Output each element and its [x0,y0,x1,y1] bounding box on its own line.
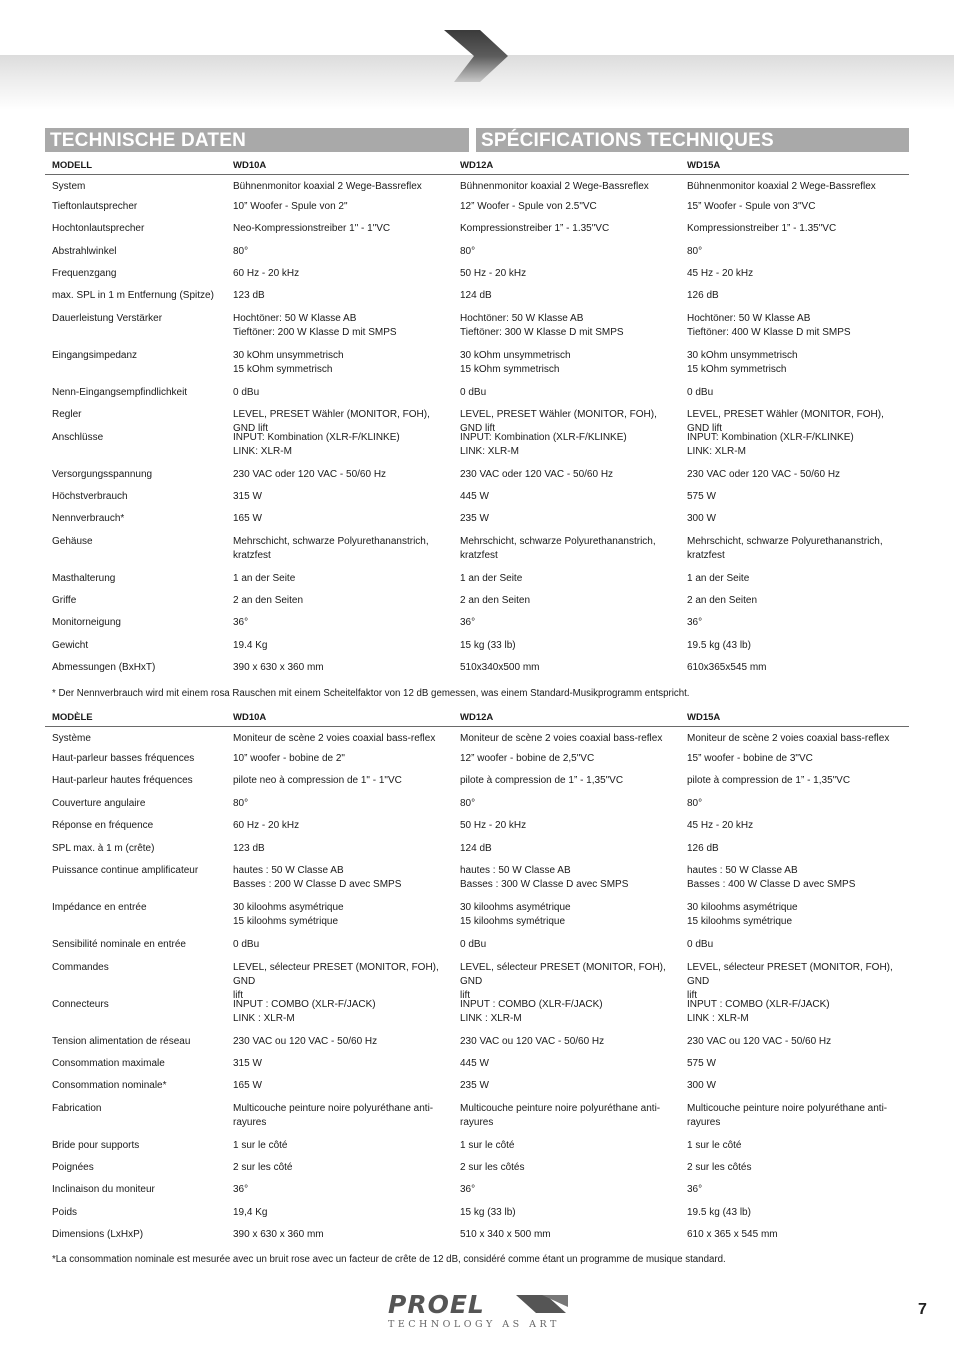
table-cell: 1 sur le côté [233,1140,288,1151]
table-cell: Kompressionstreiber 1” - 1.35"VC [460,223,610,234]
table-row [45,861,909,898]
row-label: Poids [52,1207,78,1218]
table-cell: LEVEL, PRESET Wähler (MONITOR, FOH), GND lift [687,409,884,434]
table-cell: 15 kg (33 lb) [460,640,516,651]
table-row [45,346,909,383]
table-row [45,1180,909,1203]
table-cell: INPUT : COMBO (XLR-F/JACK) LINK : XLR-M [687,999,830,1024]
table-cell: 50 Hz - 20 kHz [460,268,527,279]
table-cell: INPUT: Kombination (XLR-F/KLINKE) LINK: XLR-M [460,432,627,457]
row-label: Poignées [52,1162,94,1173]
row-label: Consommation maximale [52,1058,165,1069]
table-row [45,487,909,509]
table-cell: 2 an den Seiten [687,595,758,606]
table-cell: 80° [460,246,476,257]
table-cell: 36° [233,617,249,628]
row-label: Hochtonlautsprecher [52,223,145,234]
table-row [45,219,909,242]
table-cell: 230 VAC ou 120 VAC - 50/60 Hz [233,1036,378,1047]
section-title-specifications: SPÉCIFICATIONS TECHNIQUES [476,128,909,152]
table-cell: 10” Woofer - Spule von 2" [233,201,348,212]
table-row [45,995,909,1032]
table-cell: 19.4 Kg [233,640,268,651]
table-cell: 1 an der Seite [687,573,750,584]
table-cell: Mehrschicht, schwarze Polyurethananstrich, kratzfest [233,536,429,561]
table-cell: 390 x 630 x 360 mm [233,1229,324,1240]
table-row [45,1099,909,1136]
spec-table-french [45,709,909,1247]
row-label: Consommation nominale* [52,1080,167,1091]
table-cell: 60 Hz - 20 kHz [233,820,300,831]
table-row [45,383,909,405]
table-cell: INPUT : COMBO (XLR-F/JACK) LINK : XLR-M [460,999,603,1024]
table-cell: 30 kiloohms asymétrique 15 kiloohms symétrique [687,902,798,927]
row-label: Gehäuse [52,536,93,547]
table-cell: Hochtöner: 50 W Klasse AB Tieftöner: 300 W Klasse D mit SMPS [460,313,624,338]
row-label: Dauerleistung Verstärker [52,313,163,324]
table-cell: 230 VAC oder 120 VAC - 50/60 Hz [687,469,841,480]
table-row [45,658,909,681]
row-label: Nennverbrauch* [52,513,125,524]
table-cell: 19,4 Kg [233,1207,268,1218]
column-header: WD10A [233,159,267,171]
table-row [45,1158,909,1180]
table-cell: 165 W [233,1080,262,1091]
table-cell: 230 VAC ou 120 VAC - 50/60 Hz [687,1036,832,1047]
table-cell: Bühnenmonitor koaxial 2 Wege-Bassreflex [233,181,422,192]
logo-slash-mark [516,1293,568,1315]
row-label: Bride pour supports [52,1140,140,1151]
logo-tagline: TECHNOLOGY AS ART [388,1319,560,1330]
row-label: Système [52,733,91,744]
table-row [45,958,909,1001]
table-cell: 12” woofer - bobine de 2,5"VC [460,753,595,764]
table-row [45,1076,909,1099]
table-cell: Hochtöner: 50 W Klasse AB Tieftöner: 400 W Klasse D mit SMPS [687,313,851,338]
table-row [45,898,909,935]
table-cell: 235 W [460,513,489,524]
table-row [45,749,909,771]
table-cell: 610x365x545 mm [687,662,767,673]
table-row [45,636,909,658]
logo-wordmark: PROEL [388,1290,485,1319]
table-cell: INPUT : COMBO (XLR-F/JACK) LINK : XLR-M [233,999,376,1024]
table-cell: 36° [460,1184,476,1195]
table-cell: 30 kiloohms asymétrique 15 kiloohms symétrique [233,902,344,927]
row-label: Abstrahlwinkel [52,246,117,257]
row-label: Griffe [52,595,77,606]
table-row [45,242,909,264]
table-row [45,286,909,309]
column-header: WD10A [233,711,267,723]
section-title-technische-daten: TECHNISCHE DATEN [45,128,469,152]
row-label: Anschlüsse [52,432,104,443]
table-cell: pilote à compression de 1” - 1,35"VC [460,775,624,786]
table-cell: 45 Hz - 20 kHz [687,268,754,279]
row-label: Eingangsimpedanz [52,350,138,361]
table-header-row [45,157,909,175]
table-row [45,197,909,219]
table-cell: hautes : 50 W Classe AB Basses : 200 W Classe D avec SMPS [233,865,402,890]
table-cell: 19.5 kg (43 lb) [687,1207,751,1218]
table-cell: LEVEL, sélecteur PRESET (MONITOR, FOH), GND lift [460,962,666,1001]
table-cell: 0 dBu [233,387,260,398]
table-cell: Bühnenmonitor koaxial 2 Wege-Bassreflex [460,181,649,192]
table-cell: 30 kOhm unsymmetrisch 15 kOhm symmetrisch [687,350,798,375]
table-row [45,1054,909,1076]
table-cell: 0 dBu [233,939,260,950]
table-row [45,727,909,749]
table-row [45,839,909,861]
table-cell: 1 sur le côté [460,1140,515,1151]
chevron-right-icon [440,28,512,84]
column-header: WD12A [460,159,494,171]
table-cell: 235 W [460,1080,489,1091]
table-row [45,175,909,197]
row-label: Haut-parleur basses fréquences [52,753,195,764]
table-cell: 315 W [233,1058,262,1069]
table-cell: 0 dBu [460,387,487,398]
row-label: Dimensions (LxHxP) [52,1229,144,1240]
table-cell: 230 VAC oder 120 VAC - 50/60 Hz [460,469,614,480]
table-cell: 36° [460,617,476,628]
table-row [45,1136,909,1158]
table-row [45,613,909,636]
row-label: Monitorneigung [52,617,121,628]
table-cell: Kompressionstreiber 1” - 1.35"VC [687,223,837,234]
table-cell: 1 sur le côté [687,1140,742,1151]
footnote-german: * Der Nennverbrauch wird mit einem rosa Rauschen mit einem Scheitelfaktor von 12 dB gemessen, was einem Standard-Musikprogramm entspricht. [52,688,690,699]
table-row [45,309,909,346]
table-cell: 36° [233,1184,249,1195]
table-cell: 15 kg (33 lb) [460,1207,516,1218]
table-row [45,794,909,816]
column-header: WD12A [460,711,494,723]
table-cell: 0 dBu [687,387,714,398]
table-cell: 126 dB [687,843,719,854]
table-cell: 124 dB [460,290,492,301]
table-cell: 230 VAC oder 120 VAC - 50/60 Hz [233,469,387,480]
proel-logo [386,1290,576,1338]
table-cell: Moniteur de scène 2 voies coaxial bass-reflex [233,733,436,744]
table-row [45,1225,909,1247]
table-cell: INPUT: Kombination (XLR-F/KLINKE) LINK: XLR-M [233,432,400,457]
table-row [45,569,909,591]
table-cell: LEVEL, sélecteur PRESET (MONITOR, FOH), GND lift [687,962,893,1001]
table-cell: 2 sur les côté [233,1162,293,1173]
table-cell: 315 W [233,491,262,502]
table-row [45,935,909,958]
table-cell: 80° [460,798,476,809]
row-label: max. SPL in 1 m Entfernung (Spitze) [52,290,214,301]
row-label: Inclinaison du moniteur [52,1184,155,1195]
table-row [45,532,909,569]
table-cell: 390 x 630 x 360 mm [233,662,324,673]
table-cell: 123 dB [233,290,265,301]
column-header: WD15A [687,159,721,171]
table-cell: Multicouche peinture noire polyuréthane anti- rayures [460,1103,661,1128]
table-row [45,465,909,487]
row-label: Frequenzgang [52,268,117,279]
table-cell: hautes : 50 W Classe AB Basses : 300 W Classe D avec SMPS [460,865,629,890]
table-cell: Neo-Kompressionstreiber 1" - 1"VC [233,223,391,234]
table-cell: 1 an der Seite [460,573,523,584]
table-cell: 30 kOhm unsymmetrisch 15 kOhm symmetrisch [460,350,571,375]
table-cell: LEVEL, sélecteur PRESET (MONITOR, FOH), GND lift [233,962,439,1001]
row-label: Gewicht [52,640,89,651]
table-cell: 60 Hz - 20 kHz [233,268,300,279]
table-cell: Hochtöner: 50 W Klasse AB Tieftöner: 200 W Klasse D mit SMPS [233,313,397,338]
row-label: Sensibilité nominale en entrée [52,939,186,950]
table-cell: 300 W [687,513,716,524]
table-cell: 2 an den Seiten [460,595,531,606]
table-cell: 50 Hz - 20 kHz [460,820,527,831]
table-cell: pilote neo à compression de 1" - 1"VC [233,775,402,786]
table-row [45,591,909,613]
table-cell: 610 x 365 x 545 mm [687,1229,778,1240]
table-row [45,771,909,794]
row-label: Regler [52,409,82,420]
column-header: WD15A [687,711,721,723]
page-number: 7 [918,1301,927,1318]
table-cell: 0 dBu [460,939,487,950]
table-cell: 165 W [233,513,262,524]
table-cell: 12” Woofer - Spule von 2.5"VC [460,201,597,212]
row-label: Nenn-Eingangsempfindlichkeit [52,387,188,398]
table-cell: 2 sur les côtés [460,1162,525,1173]
table-cell: hautes : 50 W Classe AB Basses : 400 W Classe D avec SMPS [687,865,856,890]
row-label: Couverture angulaire [52,798,146,809]
table-row [45,1203,909,1225]
table-header-row [45,709,909,727]
table-cell: Mehrschicht, schwarze Polyurethananstrich, kratzfest [687,536,883,561]
table-cell: 80° [233,246,249,257]
row-label: Fabrication [52,1103,102,1114]
table-cell: Bühnenmonitor koaxial 2 Wege-Bassreflex [687,181,876,192]
table-cell: 80° [233,798,249,809]
table-cell: 510x340x500 mm [460,662,540,673]
table-cell: Multicouche peinture noire polyuréthane anti- rayures [233,1103,434,1128]
table-cell: Mehrschicht, schwarze Polyurethananstrich, kratzfest [460,536,656,561]
row-label: SPL max. à 1 m (crête) [52,843,155,854]
table-cell: Multicouche peinture noire polyuréthane anti- rayures [687,1103,888,1128]
table-cell: 2 sur les côtés [687,1162,752,1173]
table-cell: 36° [687,1184,703,1195]
table-cell: 15” Woofer - Spule von 3"VC [687,201,816,212]
table-cell: 1 an der Seite [233,573,296,584]
row-label: Connecteurs [52,999,109,1010]
table-cell: 30 kiloohms asymétrique 15 kiloohms symétrique [460,902,571,927]
row-label: Commandes [52,962,109,973]
table-cell: 445 W [460,1058,489,1069]
row-label: Puissance continue amplificateur [52,865,199,876]
spec-table-german [45,157,909,681]
table-cell: 36° [687,617,703,628]
table-cell: 445 W [460,491,489,502]
table-cell: Moniteur de scène 2 voies coaxial bass-reflex [460,733,663,744]
row-label: Réponse en fréquence [52,820,154,831]
table-cell: 124 dB [460,843,492,854]
table-row [45,816,909,839]
table-cell: 126 dB [687,290,719,301]
row-label: Haut-parleur hautes fréquences [52,775,193,786]
row-label: Abmessungen (BxHxT) [52,662,156,673]
table-cell: Moniteur de scène 2 voies coaxial bass-reflex [687,733,890,744]
table-cell: 2 an den Seiten [233,595,304,606]
table-cell: INPUT: Kombination (XLR-F/KLINKE) LINK: XLR-M [687,432,854,457]
table-cell: 575 W [687,1058,716,1069]
table-cell: 30 kOhm unsymmetrisch 15 kOhm symmetrisch [233,350,344,375]
row-label: Tension alimentation de réseau [52,1036,191,1047]
row-label: Höchstverbrauch [52,491,128,502]
table-cell: LEVEL, PRESET Wähler (MONITOR, FOH), GND lift [460,409,657,434]
table-cell: 123 dB [233,843,265,854]
table-cell: 575 W [687,491,716,502]
row-label: Tieftonlautsprecher [52,201,138,212]
column-header: MODELL [52,159,93,171]
table-cell: pilote à compression de 1” - 1,35"VC [687,775,851,786]
table-cell: 10” woofer - bobine de 2" [233,753,345,764]
table-cell: 80° [687,798,703,809]
table-row [45,1032,909,1054]
column-header: MODÈLE [52,711,93,723]
table-cell: 230 VAC ou 120 VAC - 50/60 Hz [460,1036,605,1047]
table-cell: 45 Hz - 20 kHz [687,820,754,831]
row-label: Versorgungsspannung [52,469,153,480]
footnote-french: *La consommation nominale est mesurée avec un bruit rose avec un facteur de crête de 12 dB, considéré comme étant un programme de musique standard. [52,1254,726,1265]
row-label: System [52,181,86,192]
table-row [45,264,909,286]
table-row [45,405,909,434]
table-cell: LEVEL, PRESET Wähler (MONITOR, FOH), GND lift [233,409,430,434]
table-row [45,509,909,532]
table-cell: 510 x 340 x 500 mm [460,1229,551,1240]
table-cell: 300 W [687,1080,716,1091]
table-cell: 19.5 kg (43 lb) [687,640,751,651]
table-cell: 0 dBu [687,939,714,950]
row-label: Masthalterung [52,573,116,584]
table-cell: 80° [687,246,703,257]
row-label: Impédance en entrée [52,902,147,913]
table-cell: 15” woofer - bobine de 3"VC [687,753,813,764]
table-row [45,428,909,465]
